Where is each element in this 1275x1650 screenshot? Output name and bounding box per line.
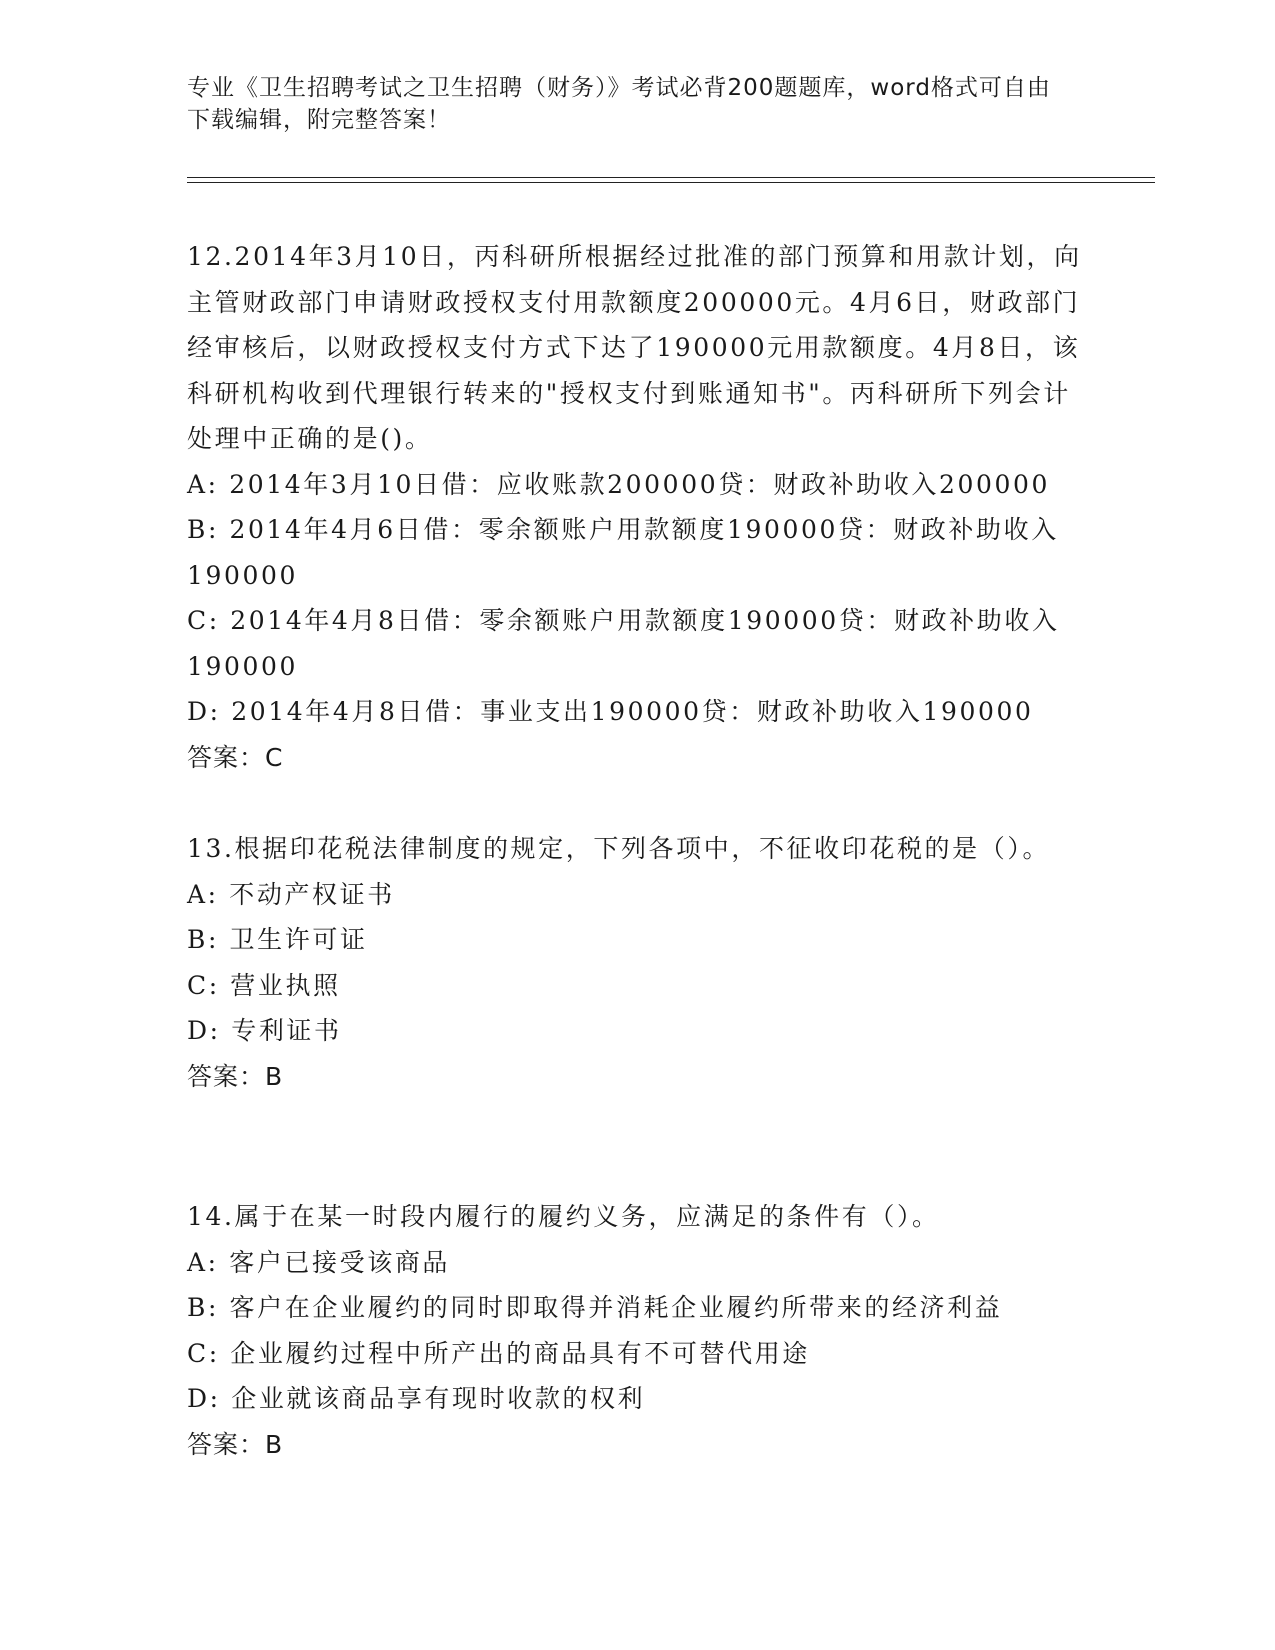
option-d: D: 专利证书	[187, 1016, 342, 1045]
question-stem: 12.2014年3月10日，丙科研所根据经过批准的部门预算和用款计划，向主管财政部门申请财政授权支付用款额度200000元。4月6日，财政部门经审核后，以财政授权支付方式下达了190000元用款额度。4月8日，该科研机构收到代理银行转来的"授权支付到账通知书"。丙科研所下列会计处理中正确的是()。	[187, 242, 1082, 453]
question-stem: 14.属于在某一时段内履行的履约义务，应满足的条件有（）。	[187, 1202, 940, 1231]
answer-line: 答案：B	[187, 1429, 284, 1459]
option-b: B: 客户在企业履约的同时即取得并消耗企业履约所带来的经济利益	[187, 1293, 1003, 1322]
document-header	[187, 72, 1067, 136]
answer-line: 答案：B	[187, 1061, 284, 1091]
question-stem: 13.根据印花税法律制度的规定，下列各项中，不征收印花税的是（）。	[187, 834, 1051, 863]
option-c: C: 企业履约过程中所产出的商品具有不可替代用途	[187, 1338, 810, 1368]
answer-line: 答案：C	[187, 742, 284, 772]
option-c: C: 营业执照	[187, 970, 341, 1000]
question-12	[187, 234, 1092, 780]
question-14	[187, 1194, 1092, 1467]
option-a: A: 不动产权证书	[187, 879, 395, 909]
question-13	[187, 826, 1092, 1099]
document-title: 专业《卫生招聘考试之卫生招聘（财务）》考试必背200题题库，word格式可自由下载编辑，附完整答案！	[187, 75, 1051, 133]
option-b: B: 2014年4月6日借：零余额账户用款额度190000贷：财政补助收入190000	[187, 515, 1059, 590]
option-d: D: 2014年4月8日借：事业支出190000贷：财政补助收入190000	[187, 697, 1034, 726]
option-a: A: 2014年3月10日借：应收账款200000贷：财政补助收入200000	[187, 469, 1051, 499]
option-a: A: 客户已接受该商品	[187, 1247, 451, 1277]
option-d: D: 企业就该商品享有现时收款的权利	[187, 1384, 646, 1413]
option-c: C: 2014年4月8日借：零余额账户用款额度190000贷：财政补助收入190000	[187, 606, 1060, 681]
header-divider-bottom	[187, 182, 1155, 183]
option-b: B: 卫生许可证	[187, 925, 368, 954]
header-divider-top	[187, 177, 1155, 178]
